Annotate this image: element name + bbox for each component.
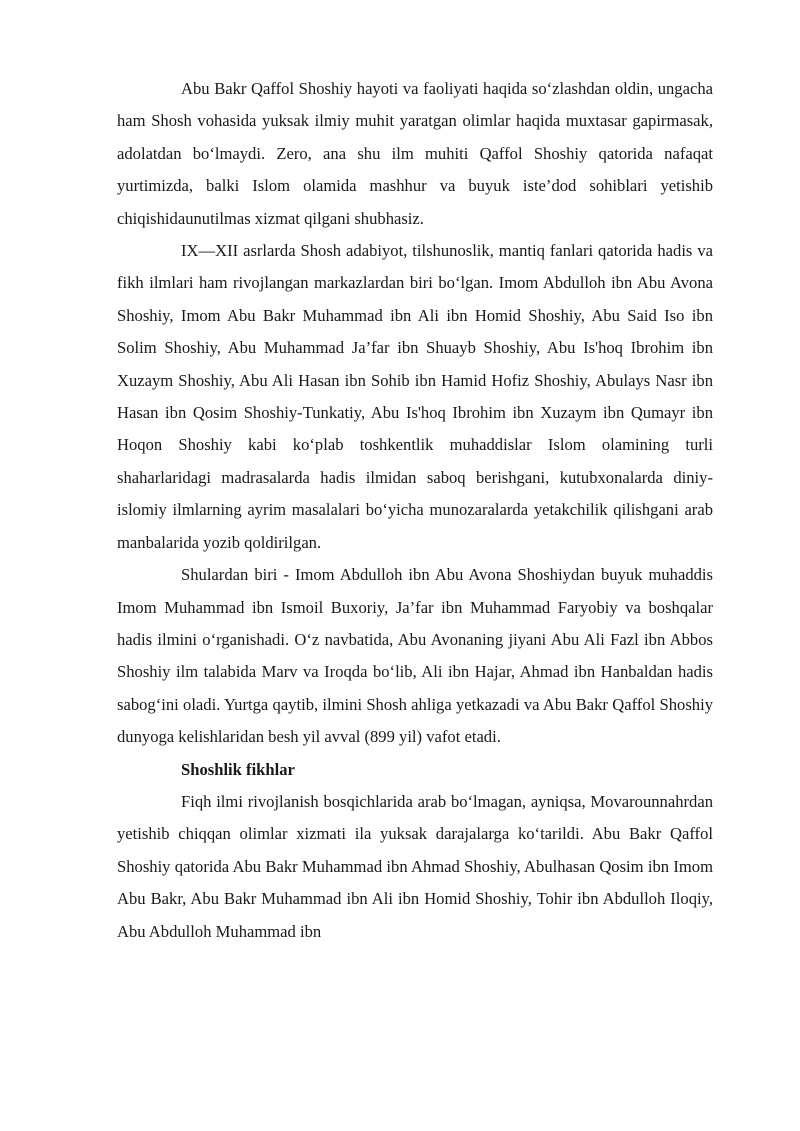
paragraph-intro: Abu Bakr Qaffol Shoshiy hayoti va faoliyati haqida so‘zlashdan oldin, ungacha ham Shosh vohasida yuksak ilmiy muhit yaratgan olimlar haqida muxtasar gapirmasak, adolatdan bo‘lmaydi. Zero, ana shu ilm muhiti Qaffol Shoshiy qatorida nafaqat yurtimizda, balki Islom olamida mashhur va buyuk iste’dod sohiblari yetishib chiqishidaunutilmas xizmat qilgani shubhasiz. <box>117 79 713 228</box>
paragraph-fiqh: Fiqh ilmi rivojlanish bosqichlarida arab bo‘lmagan, ayniqsa, Movarounnahrdan yetishib chiqqan olimlar xizmati ila yuksak darajalarga ko‘tarildi. Abu Bakr Qaffol Shoshiy qatorida Abu Bakr Muhammad ibn Ahmad Shoshiy, Abulhasan Qosim ibn Imom Abu Bakr, Abu Bakr Muhammad ibn Ali ibn Homid Shoshiy, Tohir ibn Abdulloh Iloqiy, Abu Abdulloh Muhammad ibn <box>117 791 713 941</box>
section-heading: Shoshlik fikhlar <box>181 759 295 779</box>
paragraph-shosh-centers: IX—XII asrlarda Shosh adabiyot, tilshunoslik, mantiq fanlari qatorida hadis va fikh ilmlari ham rivojlangan markazlardan biri bo‘lgan. Imom Abdulloh ibn Abu Avona Shoshiy, Imom Abu Bakr Muhammad ibn Ali ibn Homid Shoshiy, Abu Said Iso ibn Solim Shoshiy, Abu Muhammad Ja’far ibn Shuayb Shoshiy, Abu Is'hoq Ibrohim ibn Xuzaym Shoshiy, Abu Ali Hasan ibn Sohib ibn Hamid Hofiz Shoshiy, Abulays Nasr ibn Hasan ibn Qosim Shoshiy-Tunkatiy, Abu Is'hoq Ibrohim ibn Xuzaym ibn Qumayr ibn Hoqon Shoshiy kabi ko‘plab toshkentlik muhaddislar Islom olamining turli shaharlaridagi madrasalarda hadis ilmidan saboq berishgani, kutubxonalarda diniy-islomiy ilmlarning ayrim masalalari bo‘yicha munozaralarda yetakchilik qilishgani arab manbalarida yozib qoldirilgan. <box>117 241 713 552</box>
document-body <box>117 73 713 948</box>
paragraph-abu-avona: Shulardan biri - Imom Abdulloh ibn Abu Avona Shoshiydan buyuk muhaddis Imom Muhammad ibn Ismoil Buxoriy, Ja’far ibn Muhammad Faryobiy va boshqalar hadis ilmini o‘rganishadi. O‘z navbatida, Abu Avonaning jiyani Abu Ali Fazl ibn Abbos Shoshiy ilm talabida Marv va Iroqda bo‘lib, Ali ibn Hajar, Ahmad ibn Hanbaldan hadis sabog‘ini oladi. Yurtga qaytib, ilmini Shosh ahliga yetkazadi va Abu Bakr Qaffol Shoshiy dunyoga kelishlaridan besh yil avval (899 yil) vafot etadi. <box>117 565 713 747</box>
